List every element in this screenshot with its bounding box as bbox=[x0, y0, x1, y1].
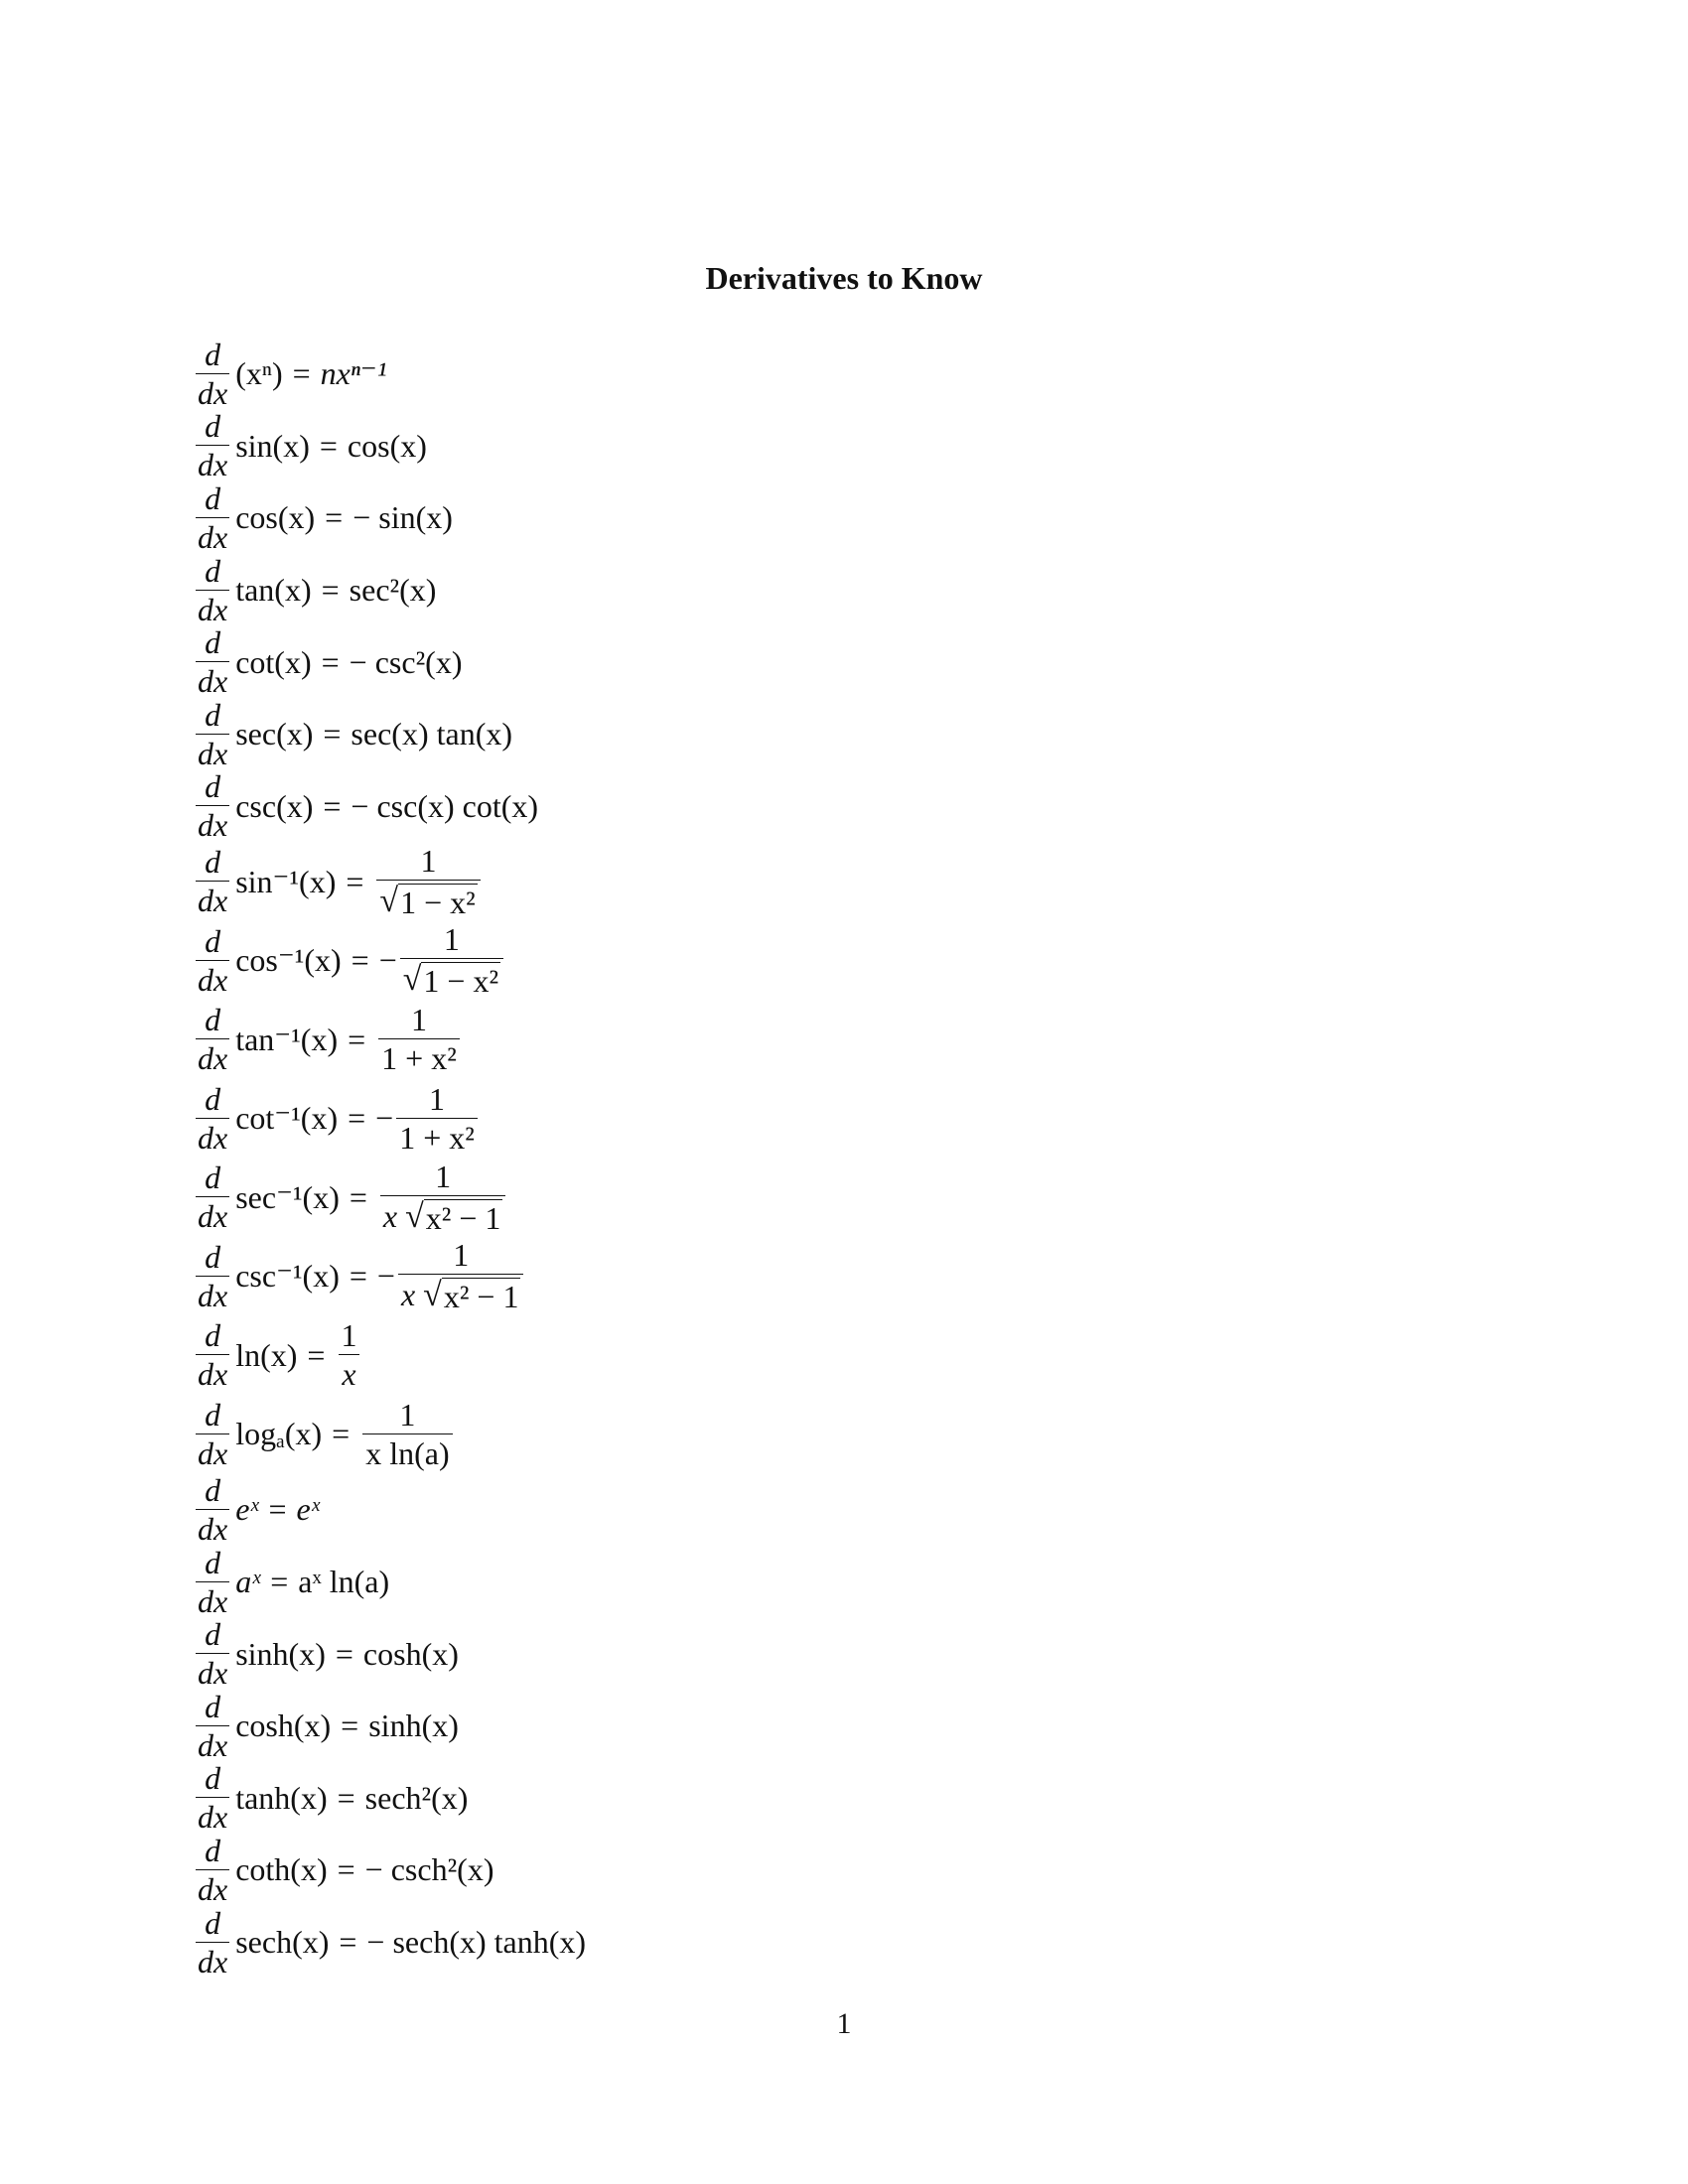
formula-rhs: − sin(x) bbox=[352, 499, 453, 536]
derivative-operator bbox=[196, 1317, 229, 1393]
operator-denominator: dx bbox=[198, 1870, 228, 1907]
equals-sign: = bbox=[332, 1416, 351, 1452]
operator-denominator: dx bbox=[198, 1510, 228, 1547]
square-root bbox=[405, 1199, 502, 1234]
operator-denominator: dx bbox=[198, 1277, 228, 1313]
formula-list bbox=[196, 338, 1486, 1978]
equals-sign: = bbox=[349, 1258, 367, 1295]
formula-row bbox=[196, 1473, 1486, 1546]
formula-row bbox=[196, 921, 1486, 1001]
formula-lhs: ln(x) bbox=[235, 1336, 298, 1373]
formula-row bbox=[196, 1834, 1486, 1906]
derivative-operator bbox=[196, 1832, 229, 1907]
fraction-denominator: 1 + x² bbox=[378, 1038, 460, 1074]
formula-row bbox=[196, 1617, 1486, 1690]
operator-numerator: d bbox=[205, 1080, 221, 1117]
operator-numerator: d bbox=[205, 624, 221, 661]
fraction-denominator: x ln(a) bbox=[362, 1433, 452, 1469]
operator-numerator: d bbox=[205, 1544, 221, 1580]
formula-lhs: csc⁻¹(x) bbox=[235, 1258, 340, 1295]
operator-numerator: d bbox=[205, 1832, 221, 1868]
fraction-denominator bbox=[380, 1195, 506, 1234]
square-root bbox=[379, 884, 477, 918]
equals-sign: = bbox=[323, 716, 342, 752]
rhs-sign: − bbox=[375, 1100, 394, 1137]
operator-numerator: d bbox=[205, 844, 221, 881]
equals-sign: = bbox=[351, 942, 369, 979]
fraction-numerator: 1 bbox=[410, 1002, 427, 1038]
formula-rhs: − csc(x) cot(x) bbox=[351, 787, 539, 824]
rhs-fraction bbox=[338, 1317, 359, 1393]
formula-row bbox=[196, 770, 1486, 843]
formula-rhs: − csch²(x) bbox=[364, 1851, 494, 1888]
denominator-prefix: x bbox=[400, 1277, 416, 1313]
equals-sign: = bbox=[323, 787, 342, 824]
radicand: x² − 1 bbox=[443, 1279, 519, 1315]
formula-lhs: coth(x) bbox=[235, 1851, 328, 1888]
fraction-denominator: x bbox=[339, 1354, 358, 1390]
equals-sign: = bbox=[270, 1564, 289, 1600]
formula-rhs: nxⁿ⁻¹ bbox=[320, 355, 387, 392]
formula-row bbox=[196, 698, 1486, 770]
formula-row bbox=[196, 1079, 1486, 1159]
derivative-operator bbox=[196, 1760, 229, 1836]
rhs-fraction bbox=[376, 842, 480, 920]
formula-row bbox=[196, 1315, 1486, 1395]
operator-numerator: d bbox=[205, 1317, 221, 1354]
equals-sign: = bbox=[337, 1779, 355, 1816]
formula-row bbox=[196, 1000, 1486, 1079]
operator-denominator: dx bbox=[198, 1943, 228, 1979]
page-title: Derivatives to Know bbox=[705, 260, 983, 296]
operator-denominator: dx bbox=[198, 663, 228, 700]
formula-rhs: cosh(x) bbox=[362, 1635, 459, 1672]
operator-denominator: dx bbox=[198, 807, 228, 844]
derivative-operator bbox=[196, 1904, 229, 1979]
radical-sign: √ bbox=[405, 1197, 424, 1235]
operator-denominator: dx bbox=[198, 1119, 228, 1156]
formula-lhs: cosh(x) bbox=[235, 1707, 332, 1744]
formula-rhs: − csc²(x) bbox=[349, 643, 463, 680]
formula-lhs: cos⁻¹(x) bbox=[235, 942, 342, 979]
formula-lhs: sin(x) bbox=[235, 427, 310, 464]
formula-row bbox=[196, 1762, 1486, 1835]
formula-lhs: logₐ(x) bbox=[235, 1416, 323, 1452]
equals-sign: = bbox=[335, 1635, 353, 1672]
fraction-numerator: 1 bbox=[420, 842, 437, 879]
rhs-sign: − bbox=[376, 1258, 395, 1295]
fraction-numerator: 1 bbox=[429, 1080, 445, 1117]
formula-lhs: sin⁻¹(x) bbox=[235, 863, 337, 899]
radicand: 1 − x² bbox=[400, 884, 476, 920]
operator-denominator: dx bbox=[198, 961, 228, 998]
operator-numerator: d bbox=[205, 1760, 221, 1797]
derivative-operator bbox=[196, 624, 229, 700]
operator-numerator: d bbox=[205, 1688, 221, 1724]
equals-sign: = bbox=[349, 1178, 367, 1215]
operator-numerator: d bbox=[205, 1002, 221, 1038]
formula-row bbox=[196, 1158, 1486, 1237]
operator-numerator: d bbox=[205, 1238, 221, 1275]
formula-lhs: cot(x) bbox=[235, 643, 312, 680]
formula-lhs: cos(x) bbox=[235, 499, 316, 536]
operator-numerator: d bbox=[205, 552, 221, 589]
formula-lhs: tan⁻¹(x) bbox=[235, 1021, 339, 1057]
fraction-numerator: 1 bbox=[399, 1396, 416, 1433]
square-root bbox=[402, 961, 500, 1000]
operator-numerator: d bbox=[205, 1160, 221, 1196]
rhs-fraction bbox=[380, 1160, 506, 1234]
formula-row bbox=[196, 842, 1486, 921]
derivative-operator bbox=[196, 1238, 229, 1313]
operator-denominator: dx bbox=[198, 735, 228, 771]
fraction-denominator bbox=[400, 958, 503, 1000]
rhs-fraction bbox=[362, 1396, 452, 1471]
operator-denominator: dx bbox=[198, 1356, 228, 1393]
operator-denominator: dx bbox=[198, 447, 228, 483]
formula-row bbox=[196, 1395, 1486, 1474]
radical-sign: √ bbox=[423, 1277, 442, 1314]
operator-numerator: d bbox=[205, 922, 221, 959]
formula-row bbox=[196, 1546, 1486, 1618]
derivative-operator bbox=[196, 922, 229, 998]
rhs-fraction bbox=[378, 1002, 460, 1077]
operator-numerator: d bbox=[205, 336, 221, 372]
formula-row bbox=[196, 1906, 1486, 1979]
operator-numerator: d bbox=[205, 768, 221, 805]
equals-sign: = bbox=[292, 355, 311, 392]
equals-sign: = bbox=[319, 427, 338, 464]
radical-sign: √ bbox=[402, 961, 422, 999]
radicand: x² − 1 bbox=[425, 1199, 501, 1236]
equals-sign: = bbox=[348, 1021, 366, 1057]
formula-rhs: eˣ bbox=[296, 1491, 320, 1528]
formula-lhs: cot⁻¹(x) bbox=[235, 1100, 339, 1137]
equals-sign: = bbox=[268, 1491, 287, 1528]
equals-sign: = bbox=[325, 499, 344, 536]
formula-rhs: sinh(x) bbox=[368, 1707, 459, 1744]
operator-denominator: dx bbox=[198, 1198, 228, 1235]
denominator-prefix: x bbox=[382, 1197, 398, 1234]
formula-lhs: sinh(x) bbox=[235, 1635, 326, 1672]
fraction-numerator: 1 bbox=[443, 921, 460, 958]
operator-denominator: dx bbox=[198, 1799, 228, 1836]
radical-sign: √ bbox=[379, 882, 399, 919]
derivative-operator bbox=[196, 768, 229, 844]
formula-row bbox=[196, 625, 1486, 698]
radicand: 1 − x² bbox=[423, 963, 499, 1000]
formula-rhs: cos(x) bbox=[347, 427, 427, 464]
formula-row bbox=[196, 410, 1486, 482]
fraction-denominator bbox=[398, 1274, 524, 1315]
fraction-numerator: 1 bbox=[453, 1237, 470, 1274]
formula-rhs: sec(x) tan(x) bbox=[351, 716, 512, 752]
formula-lhs: aˣ bbox=[235, 1564, 261, 1600]
fraction-denominator bbox=[376, 880, 480, 918]
operator-denominator: dx bbox=[198, 1655, 228, 1692]
formula-lhs: tan(x) bbox=[235, 572, 312, 609]
rhs-fraction bbox=[396, 1080, 478, 1156]
formula-lhs: sec(x) bbox=[235, 716, 314, 752]
operator-denominator: dx bbox=[198, 591, 228, 627]
derivative-operator bbox=[196, 696, 229, 771]
formula-row bbox=[196, 1237, 1486, 1316]
derivative-operator bbox=[196, 1688, 229, 1763]
rhs-sign: − bbox=[378, 942, 397, 979]
formula-lhs: sec⁻¹(x) bbox=[235, 1178, 340, 1215]
operator-denominator: dx bbox=[198, 1040, 228, 1077]
operator-denominator: dx bbox=[198, 883, 228, 919]
formula-lhs: (xⁿ) bbox=[235, 355, 283, 392]
operator-numerator: d bbox=[205, 1904, 221, 1941]
rhs-fraction bbox=[400, 921, 503, 1000]
operator-numerator: d bbox=[205, 1396, 221, 1433]
operator-denominator: dx bbox=[198, 1434, 228, 1471]
derivative-operator bbox=[196, 844, 229, 919]
operator-denominator: dx bbox=[198, 1726, 228, 1763]
formula-lhs: eˣ bbox=[235, 1491, 259, 1528]
equals-sign: = bbox=[321, 643, 340, 680]
operator-numerator: d bbox=[205, 696, 221, 733]
derivative-operator bbox=[196, 1002, 229, 1077]
derivative-operator bbox=[196, 552, 229, 627]
formula-lhs: sech(x) bbox=[235, 1924, 330, 1961]
derivative-operator bbox=[196, 1616, 229, 1692]
equals-sign: = bbox=[337, 1851, 355, 1888]
operator-numerator: d bbox=[205, 408, 221, 445]
operator-numerator: d bbox=[205, 1471, 221, 1508]
equals-sign: = bbox=[341, 1707, 359, 1744]
formula-rhs: sec²(x) bbox=[349, 572, 437, 609]
derivative-operator bbox=[196, 408, 229, 483]
fraction-denominator: 1 + x² bbox=[396, 1118, 478, 1154]
operator-denominator: dx bbox=[198, 518, 228, 555]
formula-rhs: aˣ ln(a) bbox=[298, 1564, 390, 1600]
formula-row bbox=[196, 481, 1486, 554]
fraction-numerator: 1 bbox=[435, 1158, 452, 1194]
derivative-operator bbox=[196, 1544, 229, 1619]
rhs-fraction bbox=[398, 1237, 524, 1315]
operator-numerator: d bbox=[205, 479, 221, 516]
derivative-operator bbox=[196, 479, 229, 555]
formula-rhs: sech²(x) bbox=[364, 1779, 469, 1816]
derivative-operator bbox=[196, 1080, 229, 1156]
formula-lhs: tanh(x) bbox=[235, 1779, 328, 1816]
operator-denominator: dx bbox=[198, 1582, 228, 1619]
equals-sign: = bbox=[307, 1336, 326, 1373]
equals-sign: = bbox=[339, 1924, 357, 1961]
fraction-numerator: 1 bbox=[341, 1317, 357, 1354]
square-root bbox=[423, 1277, 520, 1315]
derivative-operator bbox=[196, 1471, 229, 1547]
operator-denominator: dx bbox=[198, 374, 228, 411]
derivative-operator bbox=[196, 1396, 229, 1471]
formula-row bbox=[196, 554, 1486, 626]
equals-sign: = bbox=[346, 863, 364, 899]
formula-row bbox=[196, 338, 1486, 410]
formula-rhs: − sech(x) tanh(x) bbox=[366, 1924, 587, 1961]
formula-row bbox=[196, 1690, 1486, 1762]
formula-lhs: csc(x) bbox=[235, 787, 314, 824]
operator-numerator: d bbox=[205, 1616, 221, 1653]
derivative-operator bbox=[196, 336, 229, 411]
equals-sign: = bbox=[348, 1100, 366, 1137]
page-number: 1 bbox=[836, 2007, 852, 2040]
derivative-operator bbox=[196, 1160, 229, 1235]
equals-sign: = bbox=[321, 572, 340, 609]
